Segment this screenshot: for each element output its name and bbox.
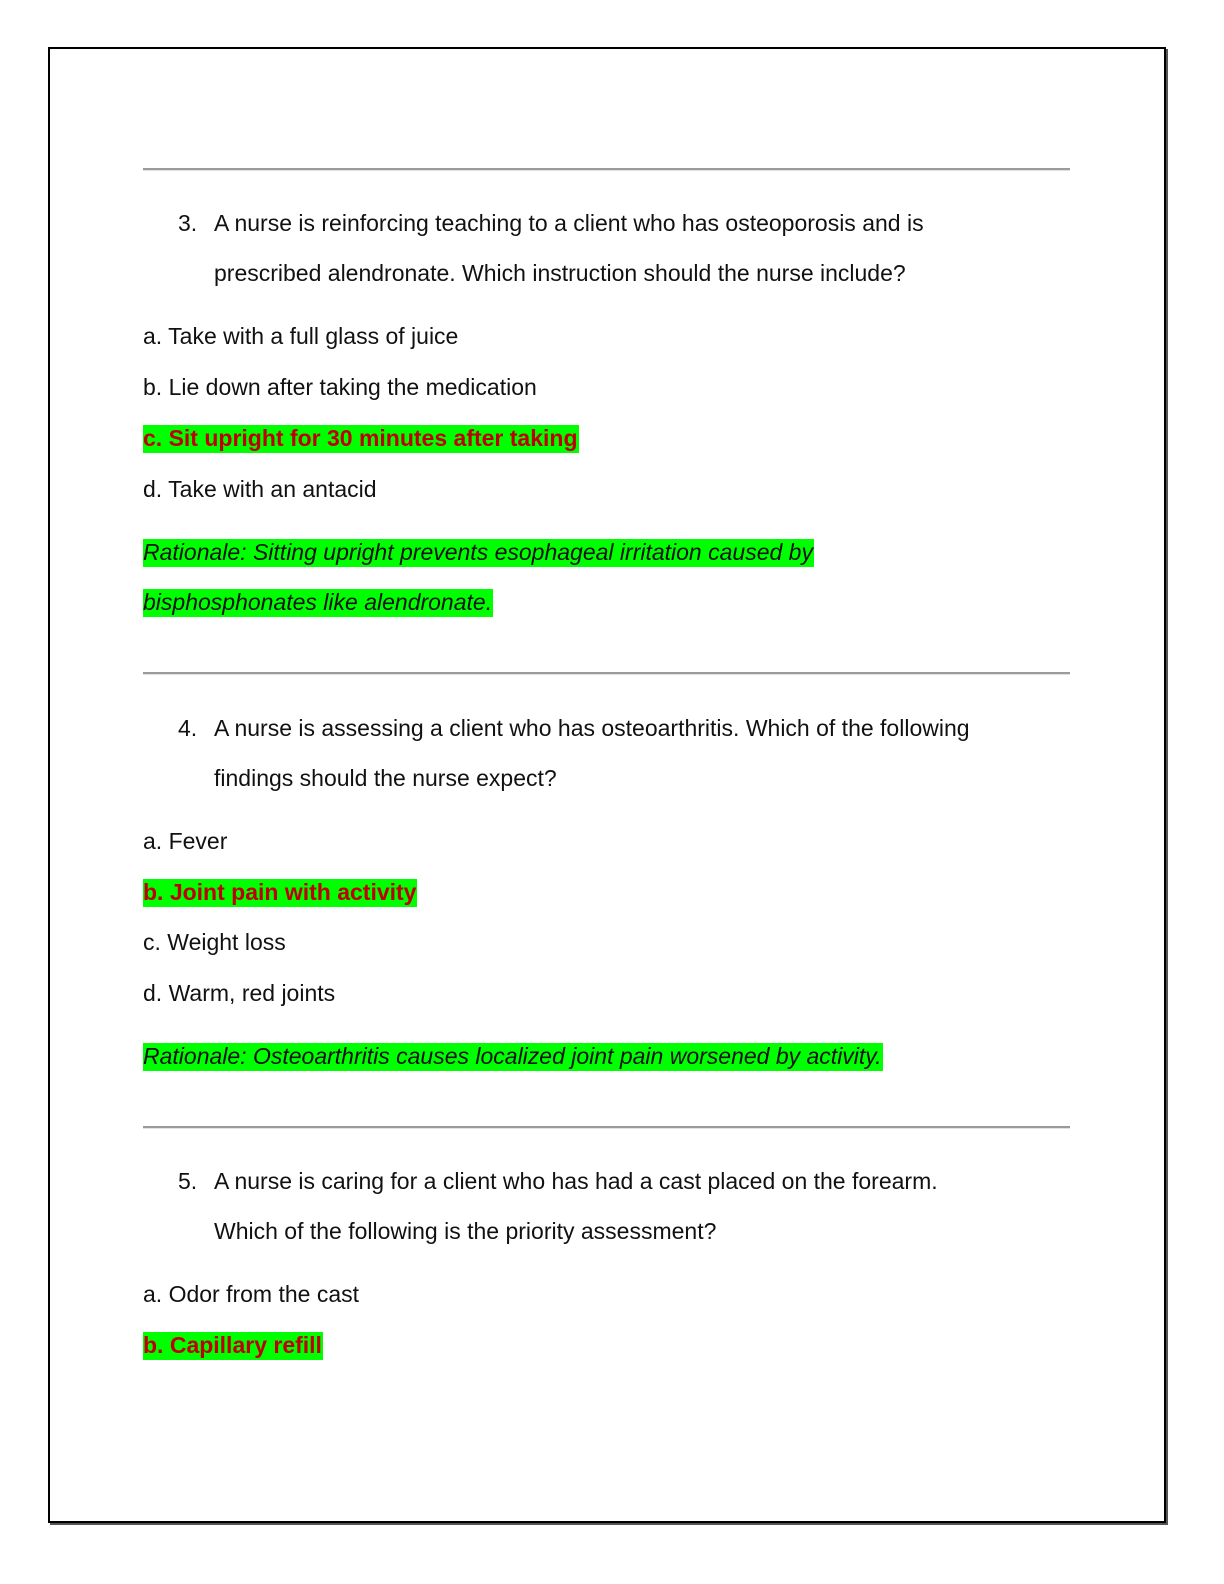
- divider: [143, 672, 1070, 675]
- rationale-highlight: Rationale: Sitting upright prevents esophageal irritation caused by: [143, 539, 813, 565]
- question-stem-line: findings should the nurse expect?: [214, 765, 557, 791]
- answer-option: a. Fever: [143, 828, 228, 854]
- answer-option: a. Take with a full glass of juice: [143, 323, 459, 349]
- question-stem-line: A nurse is caring for a client who has had a cast placed on the forearm.: [214, 1168, 938, 1194]
- rationale-highlight: Rationale: Osteoarthritis causes localized joint pain worsened by activity.: [143, 1043, 882, 1069]
- question-number: 4.: [178, 715, 198, 741]
- rationale-highlight: bisphosphonates like alendronate.: [143, 589, 493, 615]
- question-number: 3.: [178, 210, 198, 236]
- question-number: 5.: [178, 1168, 198, 1194]
- question-stem-line: prescribed alendronate. Which instruction should the nurse include?: [214, 260, 906, 286]
- question-stem-line: A nurse is assessing a client who has osteoarthritis. Which of the following: [214, 715, 970, 741]
- correct-answer-highlight: b. Joint pain with activity: [143, 879, 417, 905]
- correct-answer-highlight: b. Capillary refill: [143, 1332, 322, 1358]
- correct-answer-option: [143, 1329, 323, 1361]
- question-stem-line: Which of the following is the priority assessment?: [214, 1218, 717, 1244]
- rationale-line: [143, 1040, 883, 1072]
- answer-option: b. Lie down after taking the medication: [143, 374, 537, 400]
- divider: [143, 168, 1070, 171]
- correct-answer-highlight: c. Sit upright for 30 minutes after taking: [143, 425, 578, 451]
- question-stem-line: A nurse is reinforcing teaching to a client who has osteoporosis and is: [214, 210, 924, 236]
- rationale-line: [143, 536, 814, 568]
- answer-option: c. Weight loss: [143, 929, 286, 955]
- correct-answer-option: [143, 876, 417, 908]
- rationale-line: [143, 586, 493, 618]
- correct-answer-option: [143, 422, 579, 454]
- divider: [143, 1126, 1070, 1129]
- answer-option: a. Odor from the cast: [143, 1281, 360, 1307]
- answer-option: d. Take with an antacid: [143, 476, 377, 502]
- answer-option: d. Warm, red joints: [143, 980, 336, 1006]
